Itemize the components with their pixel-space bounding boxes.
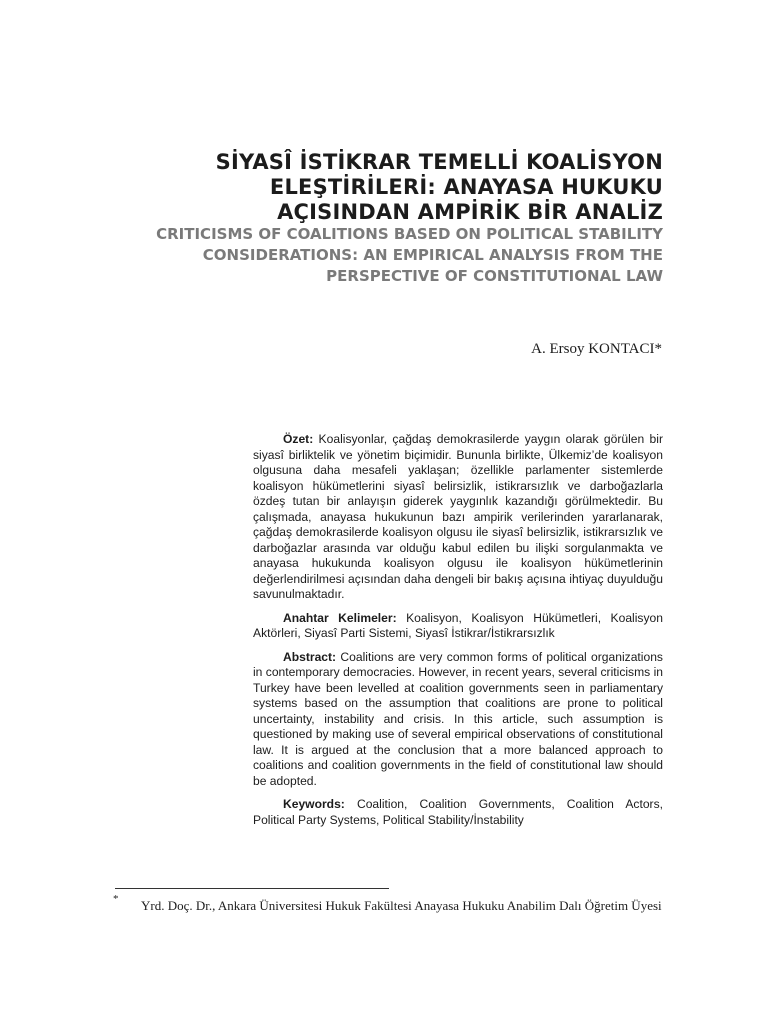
abstract-block	[253, 432, 663, 836]
english-keywords-text: Coalition, Coalition Governments, Coalition Actors, Political Party Systems, Political Stability/İnstability	[253, 797, 663, 827]
english-title-line: CONSIDERATIONS: AN EMPIRICAL ANALYSIS FROM THE	[202, 246, 663, 264]
footnote-divider	[115, 888, 389, 889]
english-abstract-paragraph	[253, 650, 663, 790]
turkish-summary-paragraph	[253, 432, 663, 603]
turkish-title-line: ELEŞTİRİLERİ: ANAYASA HUKUKU	[269, 175, 663, 199]
turkish-keywords-text: Koalisyon, Koalisyon Hükümetleri, Koalisyon Aktörleri, Siyasî Parti Sistemi, Siyasî İstikrar/İstikrarsızlık	[253, 610, 663, 640]
turkish-keywords-paragraph	[253, 611, 663, 642]
turkish-summary-label: Özet:	[283, 432, 314, 446]
author-name: A. Ersoy KONTACI*	[531, 341, 662, 357]
english-keywords-paragraph	[253, 797, 663, 828]
turkish-title-line: AÇISINDAN AMPİRİK BİR ANALİZ	[277, 200, 663, 224]
english-abstract-text: Coalitions are very common forms of political organizations in contemporary democracies. However, in recent years, several criticisms in Turkey have been levelled at coalition governments seen in parliamentary systems based on the assumption that coalitions are prone to political uncertainty, instability and crisis. In this article, such assumption is questioned by making use of several empirical observations of constitutional law. It is argued at the conclusion that a more balanced approach to coalitions and coalition governments in the field of constitutional law should be adopted.	[253, 649, 663, 788]
english-abstract-label: Abstract:	[283, 649, 337, 664]
turkish-keywords-label: Anahtar Kelimeler:	[283, 610, 397, 625]
english-title-line: PERSPECTIVE OF CONSTITUTIONAL LAW	[326, 267, 663, 285]
footnote-text: Yrd. Doç. Dr., Ankara Üniversitesi Hukuk Fakültesi Anayasa Hukuku Anabilim Dalı Öğretim Üyesi	[141, 898, 662, 913]
turkish-title-line: SİYASÎ İSTİKRAR TEMELLİ KOALİSYON	[215, 150, 663, 174]
english-keywords-label: Keywords:	[283, 797, 345, 811]
footnote	[113, 893, 668, 914]
turkish-title	[143, 150, 663, 225]
footnote-marker: *	[113, 893, 119, 905]
english-title-line: CRITICISMS OF COALITIONS BASED ON POLITICAL STABILITY	[156, 225, 663, 243]
english-title	[103, 224, 663, 287]
turkish-summary-text: Koalisyonlar, çağdaş demokrasilerde yaygın olarak görülen bir siyasî birliktelik ve yönetim biçimidir. Bununla birlikte, Ülkemiz’de koalisyon olgusuna daha mesafeli yaklaşan; özellikle parlamenter sistemlerde koalisyon hükümetlerini siyasî belirsizlik, istikrarsızlık ve darboğazlarla özdeş tutan bir anlayışın giderek yaygınlık kazandığı görülmektedir. Bu çalışmada, anayasa hukukunun bazı ampirik verilerinden yararlanarak, çağdaş demokrasilerde koalisyon olgusu ile siyasî belirsizlik, istikrarsızlık ve darboğazlar arasında var olduğu kabul edilen bu ilişki sorgulanmakta ve anayasa hukukunda koalisyon olgusu ile koalisyon hükümetlerinin değerlendirilmesi açısından daha dengeli bir bakış açısına ihtiyaç duyulduğu savunulmaktadır.	[253, 432, 663, 601]
